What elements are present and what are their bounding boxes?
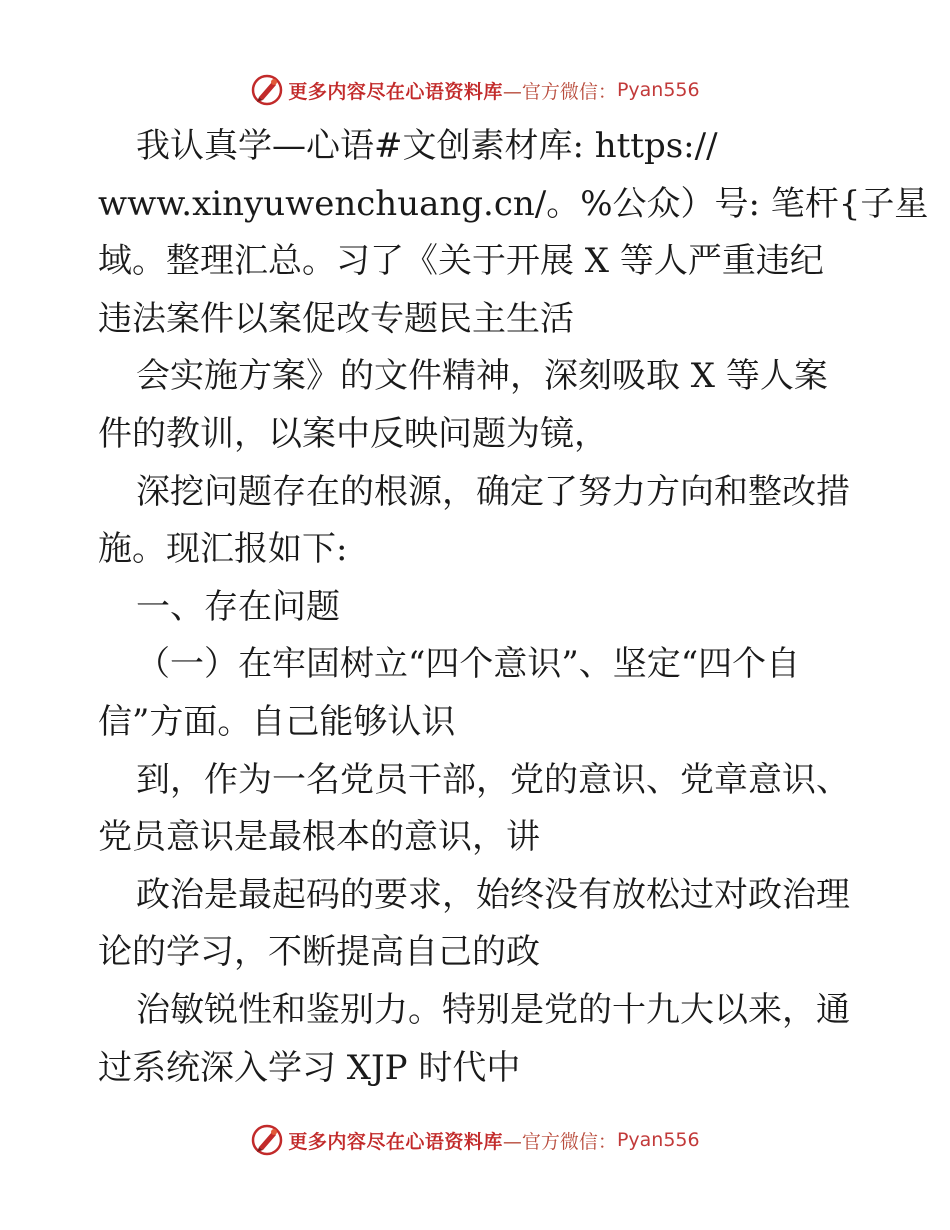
- text-line: 过系统深入学习 XJP 时代中: [98, 1047, 521, 1088]
- text-line: 论的学习，不断提高自己的政: [98, 932, 540, 973]
- text-line: 政治是最起码的要求，始终没有放松过对政治理: [136, 874, 850, 915]
- subsection-heading: （一）在牢固树立“四个意识”、坚定“四个自: [136, 644, 801, 685]
- section-heading: 一、存在问题: [136, 586, 340, 627]
- text-line: 违法案件以案促改专题民主生活: [98, 298, 574, 339]
- text-line: 件的教训，以案中反映问题为镜，: [98, 413, 608, 454]
- banner-brand-text: 更多内容尽在心语资料库: [288, 1130, 503, 1153]
- footer-watermark-banner: [0, 1120, 950, 1160]
- pen-flame-logo-icon: [250, 73, 284, 107]
- text-line: www.xinyuwenchuang.cn/。%公众）号: 笔杆{子星: [98, 183, 929, 224]
- text-line: 治敏锐性和鉴别力。特别是党的十九大以来，通: [136, 989, 850, 1030]
- text-line: 域。整理汇总。习了《关于开展 X 等人严重违纪: [98, 241, 824, 282]
- banner-separator-text: —官方微信：: [502, 1130, 617, 1153]
- pen-flame-logo-icon: [250, 1123, 284, 1157]
- text-line: 到，作为一名党员干部，党的意识、党章意识、: [136, 759, 850, 800]
- text-line: 我认真学—心语#文创素材库: https://: [136, 126, 718, 166]
- banner-separator-text: —官方微信：: [502, 80, 617, 103]
- banner-wechat-id: Pyan556: [616, 1129, 700, 1151]
- text-line: 施。现汇报如下:: [98, 529, 348, 570]
- document-body: [98, 118, 929, 1097]
- text-line: 党员意识是最根本的意识，讲: [98, 817, 540, 858]
- header-watermark-banner: [0, 70, 950, 110]
- text-line: 信”方面。自己能够认识: [98, 701, 456, 742]
- banner-wechat-id: Pyan556: [616, 79, 700, 101]
- text-line: 深挖问题存在的根源，确定了努力方向和整改措: [136, 471, 850, 512]
- banner-brand-text: 更多内容尽在心语资料库: [288, 80, 503, 103]
- text-line: 会实施方案》的文件精神，深刻吸取 X 等人案: [136, 356, 828, 397]
